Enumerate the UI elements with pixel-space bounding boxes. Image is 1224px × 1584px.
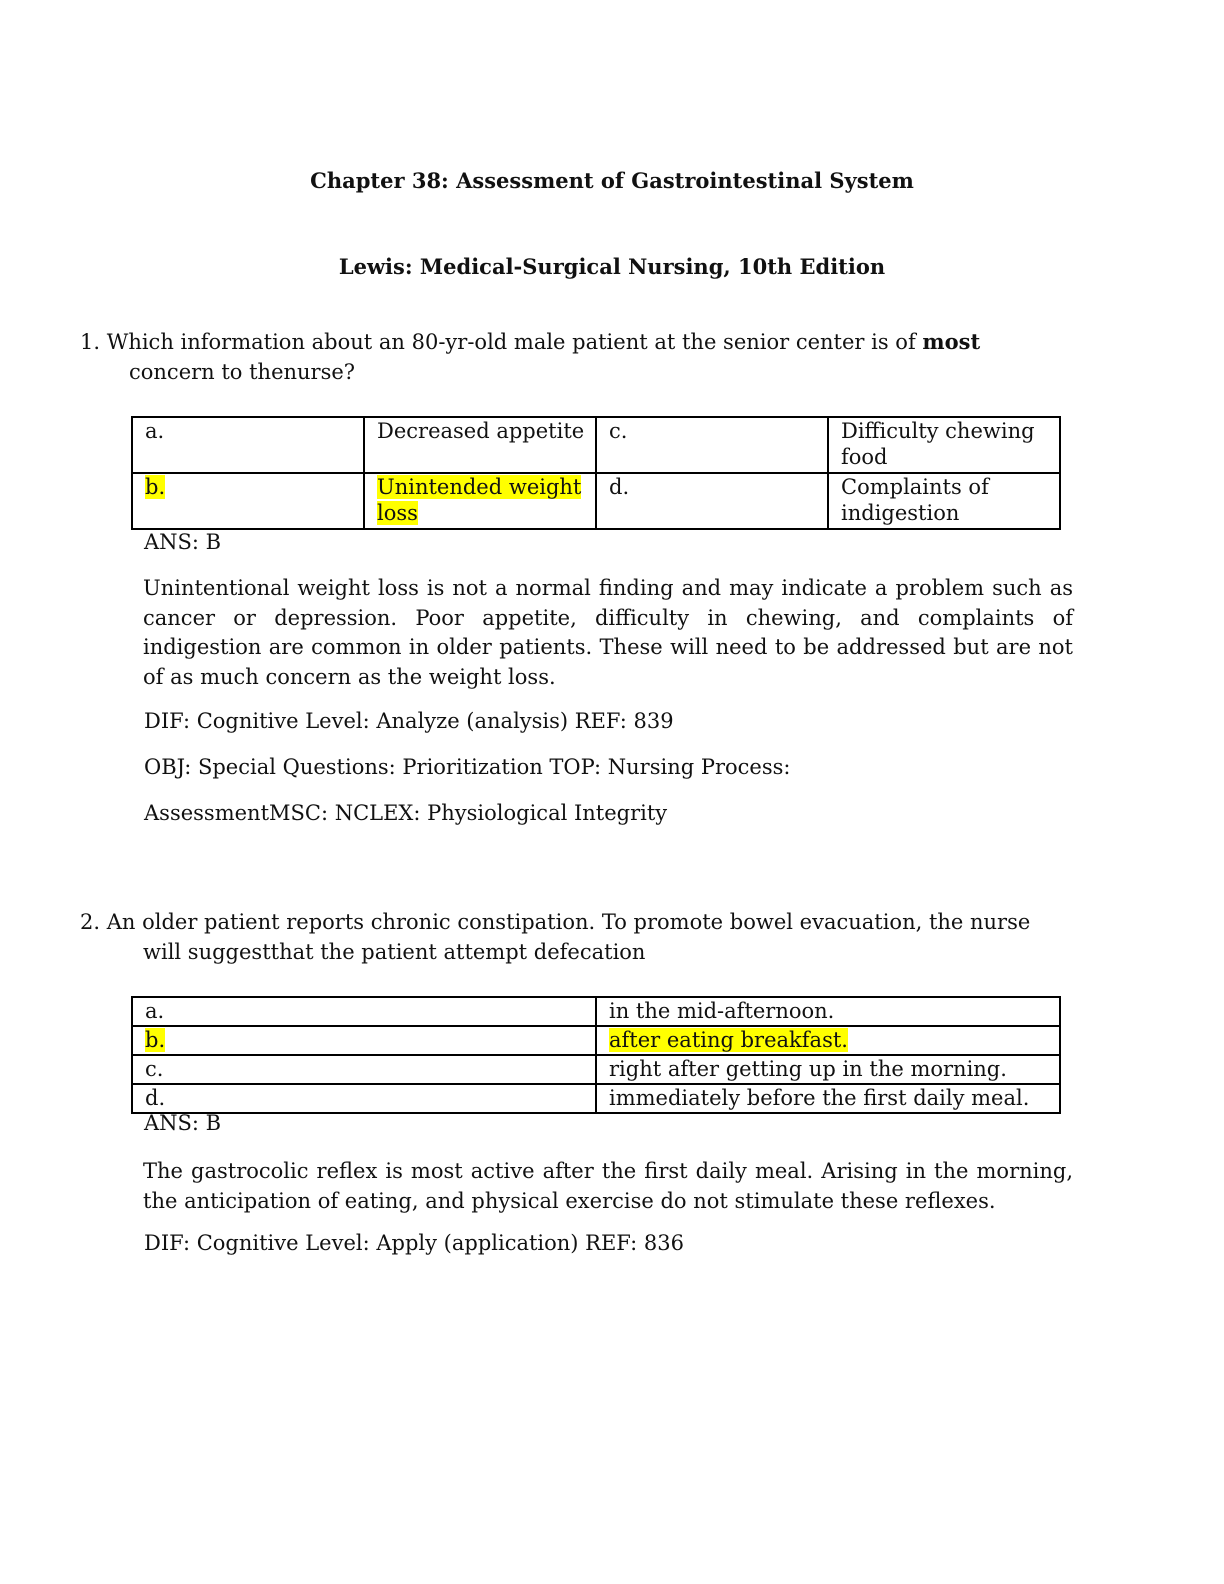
option-a-text: in the mid-afternoon.	[596, 997, 1060, 1026]
question-1-dif: DIF: Cognitive Level: Analyze (analysis) REF: 839	[144, 709, 674, 733]
chapter-title: Chapter 38: Assessment of Gastrointestinal System	[310, 168, 914, 193]
question-2-option-row	[132, 997, 1060, 1026]
question-2-rationale: The gastrocolic reflex is most active after the first daily meal. Arising in the morning, the anticipation of eating, and physical exercise do not stimulate these reflexes.	[143, 1159, 1073, 1213]
option-a-text: Decreased appetite	[364, 417, 596, 473]
question-2-stem	[80, 907, 1030, 937]
question-2-stem-text: An older patient reports chronic constipation. To promote bowel evacuation, the nurse	[106, 910, 1031, 934]
question-1-options-row	[132, 473, 1060, 529]
option-a-letter: a.	[132, 417, 364, 473]
option-d-text: immediately before the first daily meal.	[596, 1084, 1060, 1113]
question-1-options-row	[132, 417, 1060, 473]
option-c-text: right after getting up in the morning.	[596, 1055, 1060, 1084]
option-d-letter: d.	[596, 473, 828, 529]
question-2-options-table	[131, 996, 1061, 1114]
option-a-letter: a.	[132, 997, 596, 1026]
question-2-dif: DIF: Cognitive Level: Apply (application) REF: 836	[144, 1231, 684, 1255]
option-d-text: Complaints of indigestion	[828, 473, 1060, 529]
book-title: Lewis: Medical-Surgical Nursing, 10th Edition	[338, 254, 886, 279]
option-b-letter: b.	[132, 1026, 596, 1055]
question-2-answer: ANS: B	[144, 1111, 222, 1135]
question-2-option-row	[132, 1055, 1060, 1084]
question-1-options-table	[131, 416, 1061, 530]
question-1-number: 1.	[80, 330, 101, 354]
option-b-letter: b.	[132, 473, 364, 529]
question-1-stem-line2: concern to thenurse?	[129, 360, 356, 384]
question-1-stem-text: Which information about an 80-yr-old male patient at the senior center is of	[106, 330, 916, 354]
option-b-text: after eating breakfast.	[596, 1026, 1060, 1055]
option-d-letter: d.	[132, 1084, 596, 1113]
option-c-letter: c.	[596, 417, 828, 473]
question-1-answer: ANS: B	[144, 530, 222, 554]
question-1-obj: OBJ: Special Questions: Prioritization TOP: Nursing Process:	[144, 755, 791, 779]
question-1-msc: AssessmentMSC: NCLEX: Physiological Integrity	[144, 801, 668, 825]
question-1-stem	[80, 327, 980, 357]
option-b-text: Unintended weight loss	[364, 473, 596, 529]
option-c-letter: c.	[132, 1055, 596, 1084]
question-1-rationale: Unintentional weight loss is not a normal finding and may indicate a problem such as cancer or depression. Poor appetite, difficulty in chewing, and complaints of indigestion are common in older patients. These will need to be addressed but are not of as much concern as the weight loss.	[143, 576, 1073, 689]
question-2-option-row	[132, 1084, 1060, 1113]
question-2-option-row	[132, 1026, 1060, 1055]
question-2-number: 2.	[80, 910, 101, 934]
question-2-stem-line2: will suggestthat the patient attempt defecation	[143, 940, 646, 964]
option-c-text: Difficulty chewing food	[828, 417, 1060, 473]
question-1-stem-emphasis: most	[922, 329, 981, 354]
